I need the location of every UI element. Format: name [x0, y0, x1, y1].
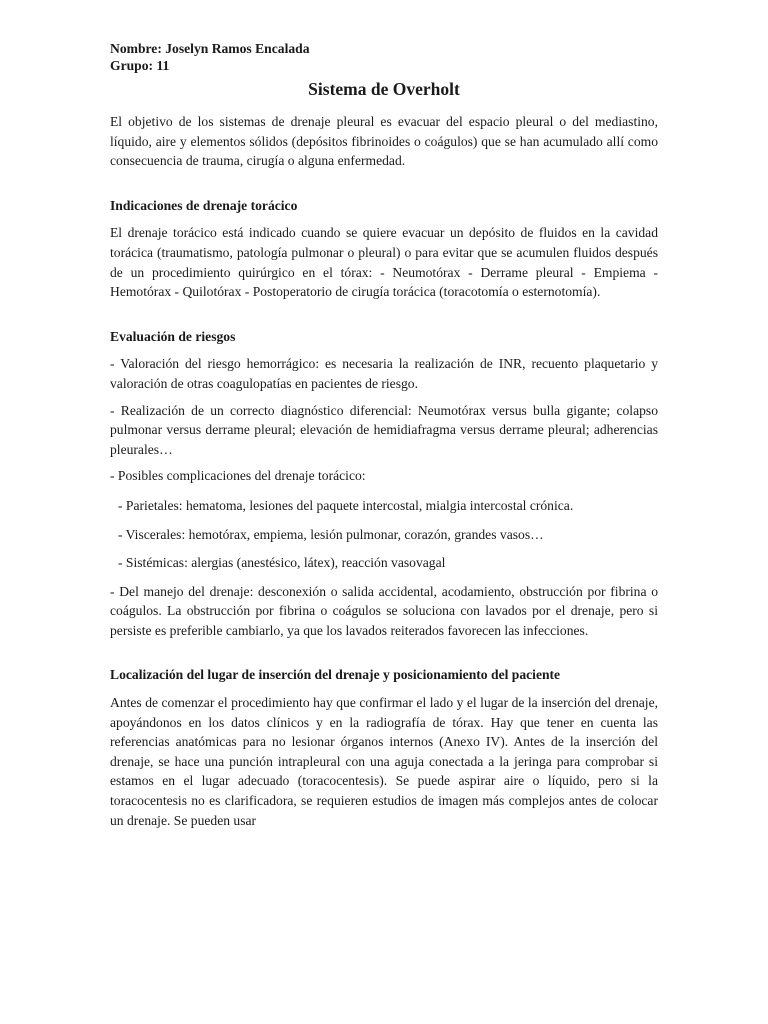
- diagnostico-diferencial-paragraph: - Realización de un correcto diagnóstico diferencial: Neumotórax versus bulla gigante; colapso pulmonar versus derrame pleural; elevación de hemidiafragma versus derrame pleural; adherencias pleurales…: [110, 402, 658, 457]
- complicaciones-paragraph: - Posibles complicaciones del drenaje torácico:: [110, 468, 366, 484]
- section-heading-localizacion: Localización del lugar de inserción del drenaje y posicionamiento del paciente: [110, 667, 561, 683]
- document-title: Sistema de Overholt: [308, 79, 460, 99]
- complicaciones-sistemicas: - Sistémicas: alergias (anestésico, látex), reacción vasovagal: [118, 555, 446, 571]
- document-page: [110, 40, 658, 837]
- indicaciones-paragraph: El drenaje torácico está indicado cuando se quiere evacuar un depósito de fluidos en la cavidad torácica (traumatismo, patología pulmonar o pleural) o para evitar que se acumulen fluidos después de un procedimiento quirúrgico en el tórax: - Neumotórax - Derrame pleural - Empiema - Hemotórax - Quilotórax - Postoperatorio de cirugía torácica (toracotomía o esternotomía).: [110, 225, 658, 300]
- section-heading-indicaciones: Indicaciones de drenaje torácico: [110, 197, 298, 213]
- riesgo-hemorragico-paragraph: - Valoración del riesgo hemorrágico: es necesaria la realización de INR, recuento plaquetario y valoración de otras coagulopatías en pacientes de riesgo.: [110, 356, 658, 391]
- section-heading-evaluacion: Evaluación de riesgos: [110, 328, 236, 344]
- complicaciones-viscerales: - Viscerales: hemotórax, empiema, lesión pulmonar, corazón, grandes vasos…: [118, 526, 544, 542]
- group-number: Grupo: 11: [110, 58, 170, 73]
- intro-paragraph: El objetivo de los sistemas de drenaje pleural es evacuar del espacio pleural o del mediastino, líquido, aire y elementos sólidos (depósitos fibrinoides o coágulos) que se han acumulado allí como consecuencia de trauma, cirugía o alguna enfermedad.: [110, 114, 658, 169]
- complicaciones-parietales: - Parietales: hematoma, lesiones del paquete intercostal, mialgia intercostal crónica.: [118, 497, 574, 513]
- student-name: Nombre: Joselyn Ramos Encalada: [110, 41, 310, 56]
- localizacion-paragraph: Antes de comenzar el procedimiento hay que confirmar el lado y el lugar de la inserción del drenaje, apoyándonos en los datos clínicos y en la radiografía de tórax. Hay que tener en cuenta las referencias anatómicas para no lesionar órganos internos (Anexo IV). Antes de la inserción del drenaje, se hace una punción intrapleural con una aguja conectada a la jeringa para comprobar si estamos en el lugar adecuado (toracocentesis). Se puede aspirar aire o líquido, pero si la toracocentesis no es clarificadora, se requieren estudios de imagen más complejos antes de colocar un drenaje. Se pueden usar: [110, 695, 658, 828]
- manejo-drenaje-paragraph: - Del manejo del drenaje: desconexión o salida accidental, acodamiento, obstrucción por fibrina o coágulos. La obstrucción por fibrina o coágulos se soluciona con lavados por el drenaje, pero si persiste es preferible cambiarlo, ya que los lavados reiterados favorecen las infecciones.: [110, 583, 658, 638]
